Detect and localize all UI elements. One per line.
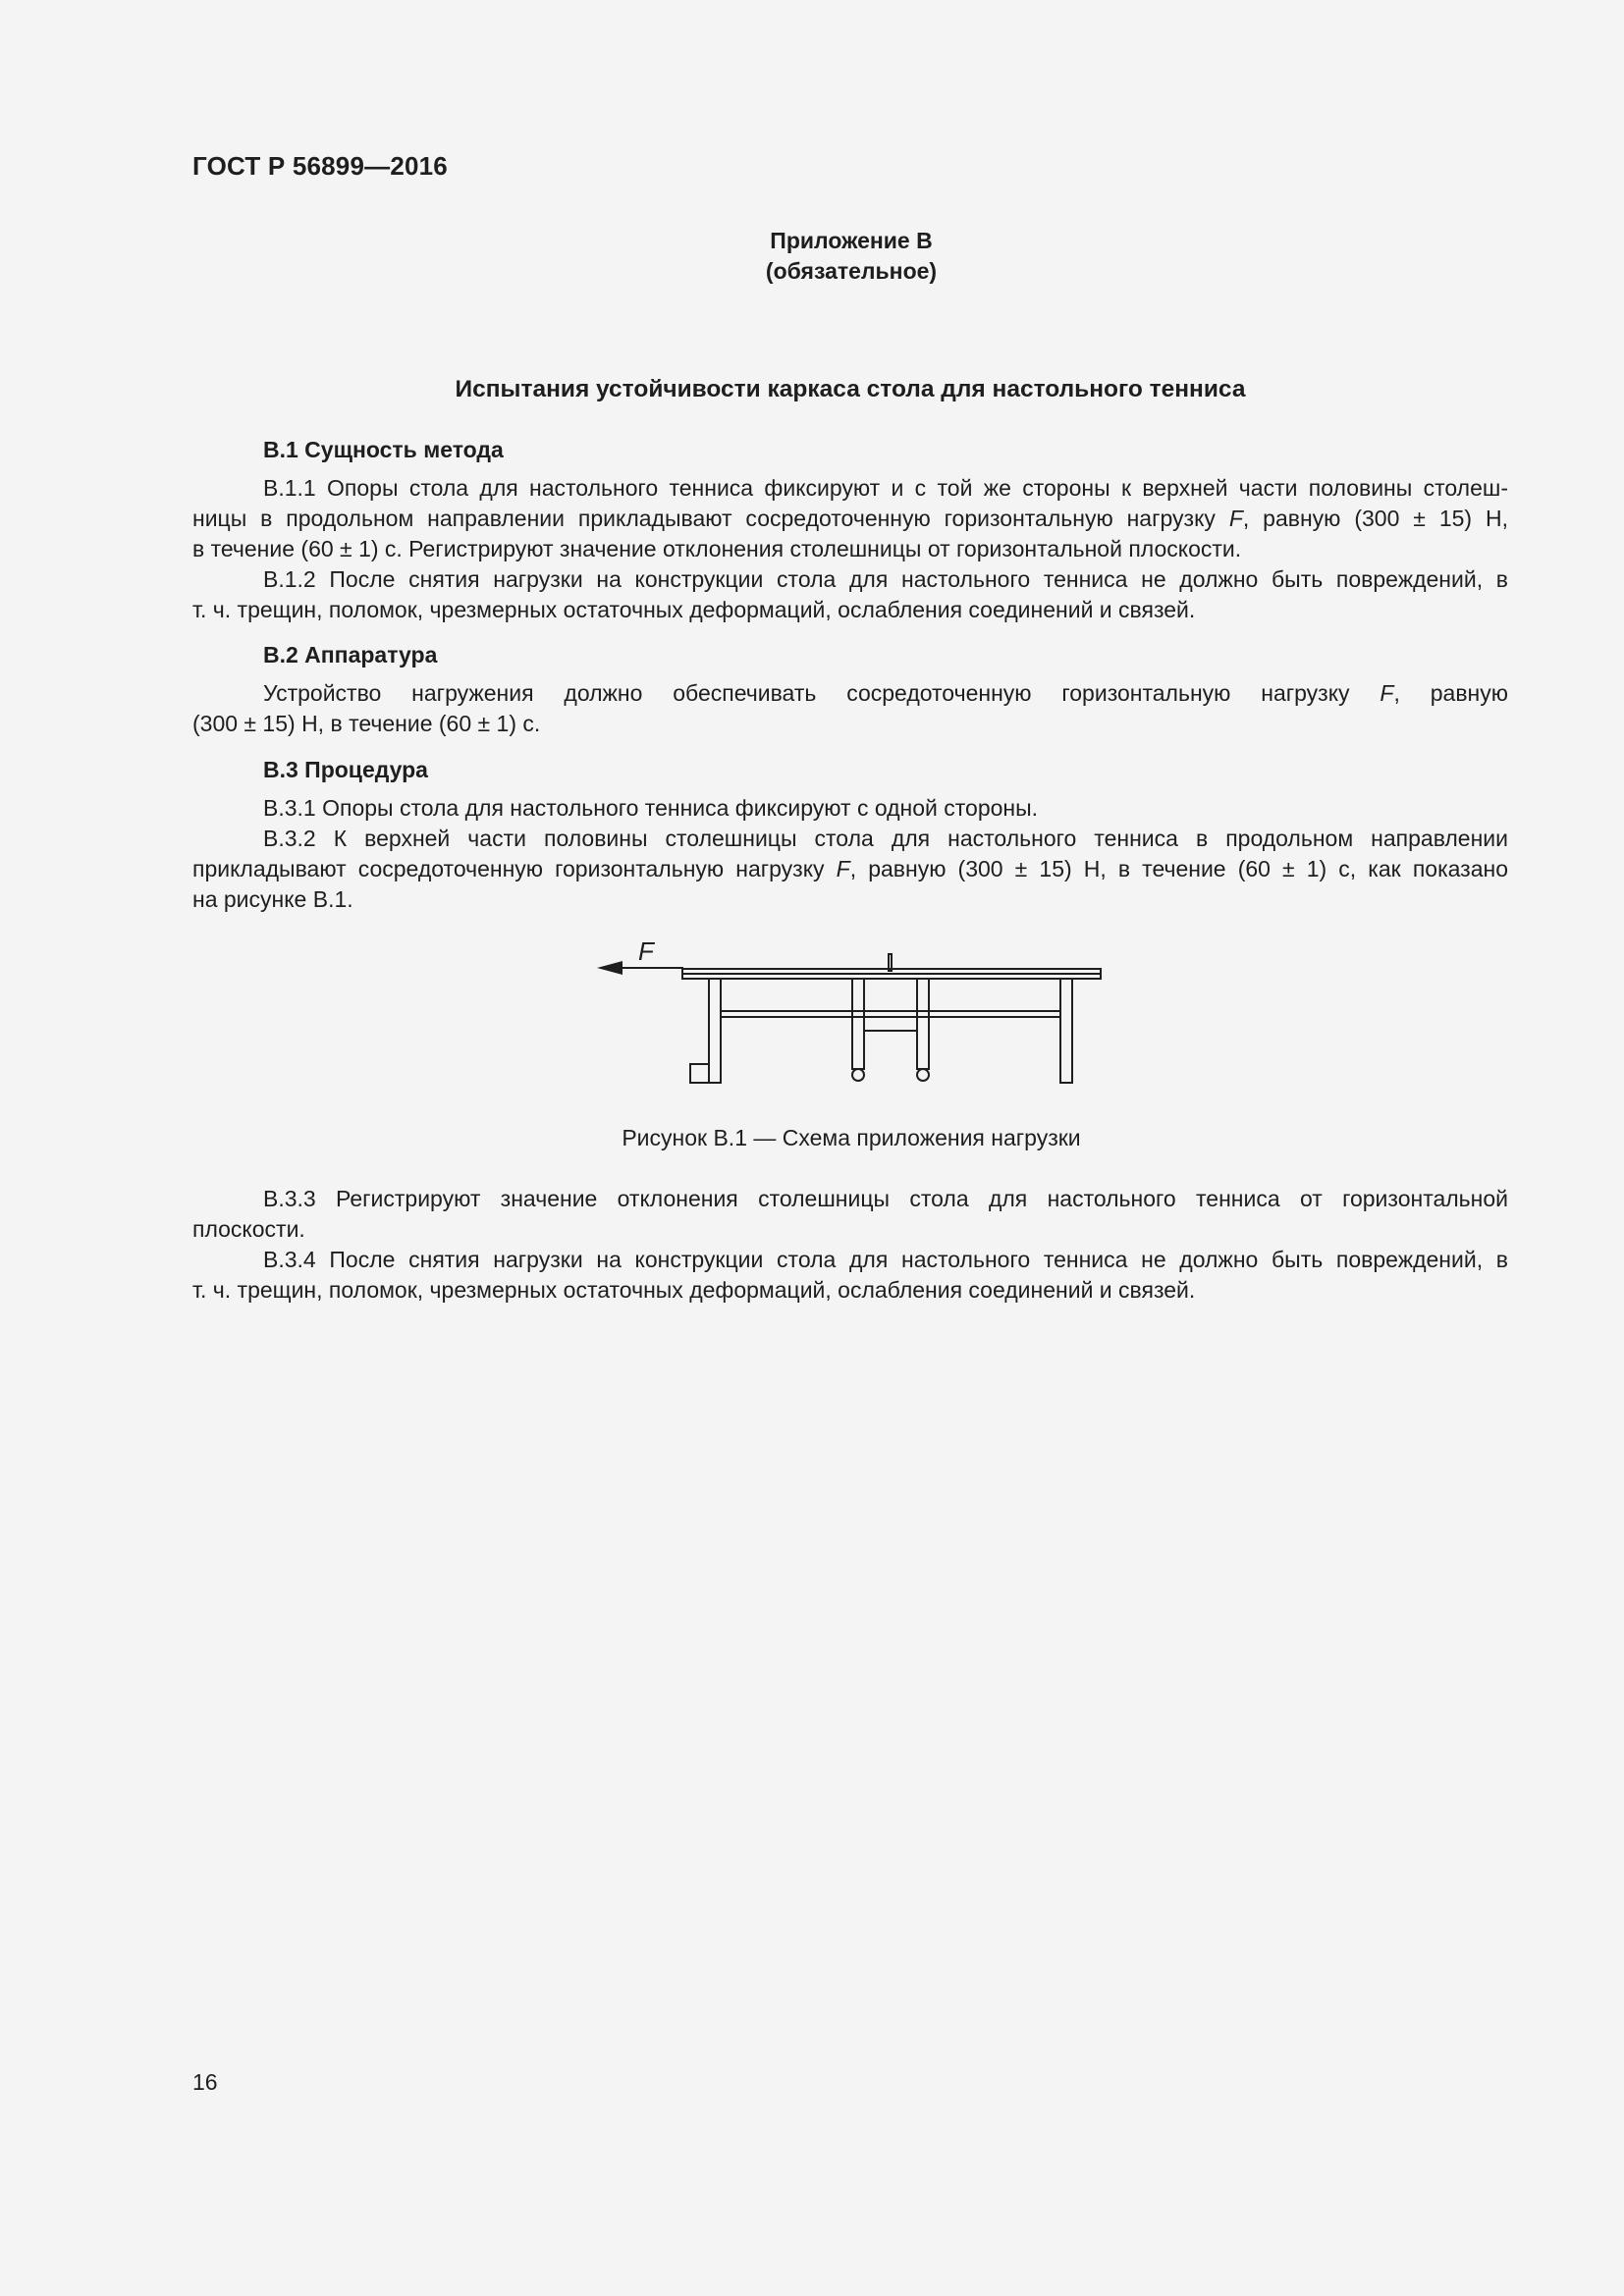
text-span: , равную <box>1393 680 1508 706</box>
paragraph-b11-line3: в течение (60 ± 1) с. Регистрируют значение отклонения столешницы от горизонтальной плоскости. <box>192 536 1242 561</box>
standard-code: ГОСТ Р 56899—2016 <box>192 151 448 181</box>
figure-caption: Рисунок В.1 — Схема приложения нагрузки <box>622 1125 1081 1150</box>
center-leg-left <box>852 979 864 1069</box>
force-symbol: F <box>1228 506 1243 531</box>
right-leg <box>1060 979 1072 1083</box>
force-arrowhead <box>597 961 623 975</box>
text-span: , равную (300 ± 15) Н, в течение (60 ± 1) с, как показано <box>849 856 1508 881</box>
annex-status: (обязательное) <box>765 258 938 284</box>
paragraph-b12-line1: В.1.2 После снятия нагрузки на конструкции стола для настольного тенниса не должно быть повреждений, в <box>263 566 1508 592</box>
heading-b3: В.3 Процедура <box>263 757 428 782</box>
figure-b1 <box>589 942 1119 1090</box>
force-label: F <box>638 942 654 966</box>
paragraph-b33-line1: В.3.3 Регистрируют значение отклонения столешницы стола для настольного тенниса от горизонтальной <box>263 1186 1508 1211</box>
text-span: Устройство нагружения должно обеспечивать сосредоточенную горизонтальную нагрузку <box>263 680 1380 706</box>
left-leg <box>709 979 721 1083</box>
paragraph-b33-line2: плоскости. <box>192 1216 305 1242</box>
text-span: прикладывают сосредоточенную горизонтальную нагрузку <box>192 856 837 881</box>
paragraph-b32-line3: на рисунке В.1. <box>192 886 353 912</box>
force-symbol: F <box>1380 680 1394 706</box>
paragraph-b31: В.3.1 Опоры стола для настольного тенниса фиксируют с одной стороны. <box>263 795 1039 821</box>
wheel-left <box>852 1069 864 1081</box>
section-title: Испытания устойчивости каркаса стола для настольного тенниса <box>455 376 1246 402</box>
paragraph-b11-line2 <box>192 504 1508 534</box>
paragraph-b11-line1: В.1.1 Опоры стола для настольного тенниса фиксируют и с той же стороны к верхней части половины столеш- <box>263 475 1508 501</box>
paragraph-b32-line1: В.3.2 К верхней части половины столешницы стола для настольного тенниса в продольном направлении <box>263 826 1508 851</box>
wheel-right <box>917 1069 929 1081</box>
paragraph-b2-line1 <box>192 678 1508 709</box>
heading-b2: В.2 Аппаратура <box>263 642 438 667</box>
paragraph-b12-line2: т. ч. трещин, поломок, чрезмерных остаточных деформаций, ослабления соединений и связей. <box>192 597 1196 622</box>
table-load-diagram <box>589 942 1119 1090</box>
paragraph-b34-line1: В.3.4 После снятия нагрузки на конструкции стола для настольного тенниса не должно быть повреждений, в <box>263 1247 1508 1272</box>
force-symbol: F <box>836 856 850 881</box>
annex-title: Приложение В <box>770 228 933 253</box>
foot-block <box>690 1064 709 1083</box>
heading-b1: В.1 Сущность метода <box>263 437 504 462</box>
text-span: , равную (300 ± 15) Н, <box>1242 506 1508 531</box>
paragraph-b32-line2 <box>192 854 1508 884</box>
paragraph-b2-line2: (300 ± 15) Н, в течение (60 ± 1) с. <box>192 711 541 736</box>
paragraph-b34-line2: т. ч. трещин, поломок, чрезмерных остаточных деформаций, ослабления соединений и связей. <box>192 1277 1196 1303</box>
center-leg-right <box>917 979 929 1069</box>
page-number: 16 <box>192 2069 218 2095</box>
text-span: ницы в продольном направлении прикладывают сосредоточенную горизонтальную нагрузку <box>192 506 1229 531</box>
